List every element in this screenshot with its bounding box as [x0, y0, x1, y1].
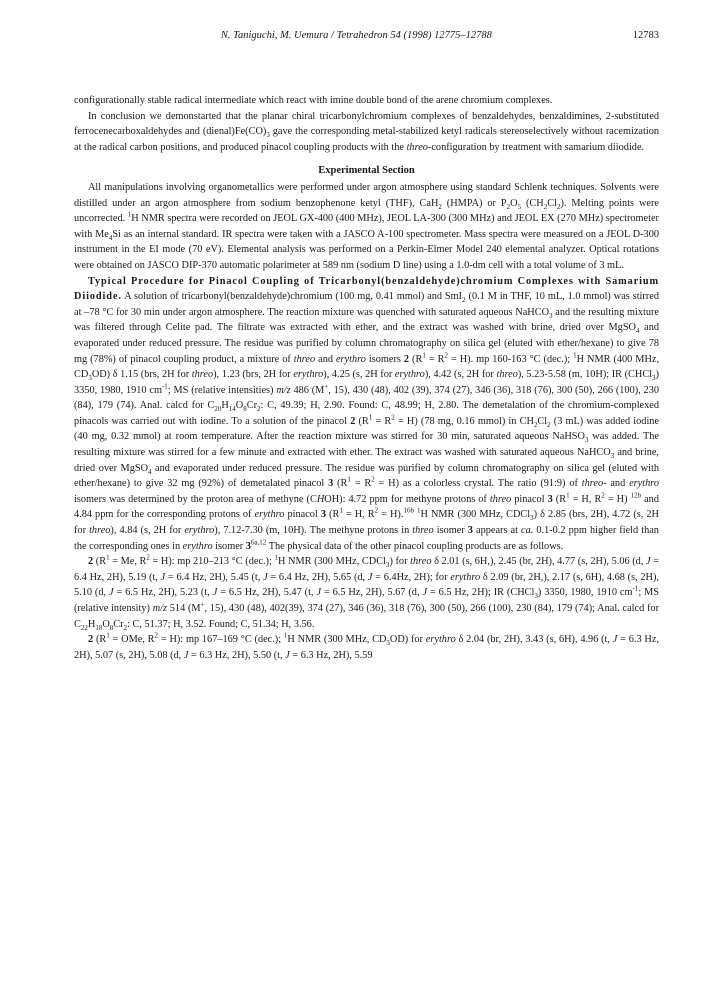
page-number: 12783: [632, 30, 659, 41]
page: [74, 30, 659, 663]
paragraph-conclusion: In conclusion we demonstarted that the planar chiral tricarbonylchromium complexes of benzaldehydes, benzaldimines, 2-substituted ferrocenecarboxaldehydes and $(dienal)Fe(CO)_3$ gave the corresponding metal-stabilized ketyl radicals stereoselectively without racemization at the radical carbon positions, and produced pinacol coupling products with the threo-configuration by treatment with samarium diiodide.: [74, 110, 660, 153]
running-title: N. Taniguchi, M. Uemura / Tetrahedron 54 (1998) 12775–12788: [220, 30, 492, 41]
paragraph-compound-me: 2 ($R^1 = Me$, $R^2 = H$): mp 210–213 °C (dec.); $^1$H NMR (300 MHz, CDCl$_3$) for threo δ 2.01 (s, 6H,), 2.45 (br, 2H), 4.77 (s, 2H), 5.06 (d, J = 6.4 Hz, 2H), 5.19 (t, J = 6.4 Hz, 2H), 5.45 (t, J = 6.4 Hz, 2H), 5.65 (d, J = 6.4Hz, 2H); for erythro δ 2.09 (br, 2H,), 2.17 (s, 6H), 4.68 (s, 2H), 5.10 (d, J = 6.5 Hz, 2H), 5.23 (t, J = 6.5 Hz, 2H), 5.47 (t, J = 6.5 Hz, 2H), 5.67 (d, J = 6.5 Hz, 2H); IR (CHCl$_3$) 3350, 1980, 1910 $cm^{-1}$; MS (relative intensity) m/z 514 (M+, 15), 430 (48), 402(39), 374 (27), 346 (36), 318 (76), 300 (50), 266 (100), 230 (84), 179 (74); Anal. calcd for $C_{22}H_{18}O_8Cr_2$: C, 51.37; H, 3.52. Found; C, 51.34; H, 3.56.: [74, 553, 660, 632]
paragraph: configurationally stable radical intermediate which react with imine double bond of the arene chromium complexes.: [74, 95, 553, 106]
paragraph-general: All manipulations involving organometallics were performed under argon atmosphere using standard Schlenk techniques. Solvents were distilled under an argon atmosphere from sodium benzophenone ketyl (THF), CaH$_2$ (HMPA) or $P_2O_5$ $(CH_2Cl_2)$. Melting points were uncorrected. $^1$H NMR spectra were recorded on JEOL GX-400 (400 MHz), JEOL LA-300 (300 MHz) and JEOL EX (270 MHz) spectrometer with $Me_4Si$ as an internal standard. IR spectra were taken with a JASCO A-100 spectrometer. Mass spectra were measured on a JEOL D-300 instrument in the EI mode (70 eV). Elemental analysis was performed on a Perkin-Elmer Model 240 elemental analyzer. Optical rotations were obtained on JASCO DIP-370 automatic polarimeter at 589 nm (sodium D line) using a 1.0-dm cell with a total volume of 3 mL.: [74, 181, 659, 271]
article-body: [74, 93, 659, 663]
section-title: Experimental Section: [318, 165, 415, 177]
paragraph-procedure: Typical Procedure for Pinacol Coupling of Tricarbonyl(benzaldehyde)chromium Complexes with Samarium Diiodide. A solution of tricarbonyl(benzaldehyde)chromium (100 mg, 0.41 mmol) and SmI$_2$ (0.1 M in THF, 10 mL, 1.0 mmol) was stirred at –78 °C for 30 min under argon atmosphere. The reaction mixture was quenched with saturated aqueous NaHCO$_3$ and the resulting mixture was filtered through Celite pad. The filtrate was extracted with ether, and the extract was washed with brine, dried over MgSO$_4$ and evaporated under reduced pressure. The residue was purified by column chromatography on silica gel (eluted with ether/hexane) to give 78 mg (78%) of pinacol coupling product, a mixture of threo and erythro isomers 2 $(R^1 = R^2 = H)$. mp 160-163 °C (dec.); $^1$H NMR (400 MHz, $CD_3OD$) δ 1.15 (brs, 2H for threo), 1.23 (brs, 2H for erythro), 4.25 (s, 2H for erythro), 4.42 (s, 2H for threo), 5.23-5.58 (m, 10H); IR (CHCl$_3$) 3350, 1980, 1910 $cm^{-1}$; MS (relative intensities) m/z 486 (M+, 15), 430 (48), 402 (39), 374 (27), 346 (36), 318 (76), 300 (50), 266 (100), 230 (84), 179 (74). Anal. calcd for $C_{20}H_{14}O_8Cr_2$: C, 49.39; H, 2.90. Found: C, 48.99; H, 2.80. The demetalation of the chromium-complexed pinacols was carried out with iodine. To a solution of the pinacol 2 $(R^1 = R^2 = H)$ (78 mg, 0.16 mmol) in $CH_2Cl_2$ (3 mL) was added iodine (40 mg, 0.32 mmol) at room temperature. After the reaction mixture was stirred for 30 min, saturated aqueous NaHSO$_3$ was added. The resulting mixture was stirred for a few minute and extracted with ether. The extract was washed with saturated aqueous NaHCO$_3$ and brine, dried over MgSO$_4$ and evaporated under reduced pressure. The residue was purified by column chromatography on silica gel (eluted with ether/hexane) to give 32 mg (92%) of demetalated pinacol 3 $(R^1 = R^2 = H)$ as a colorless crystal. The ratio (91:9) of threo- and erythro isomers was determined by the proton area of methyne (CHOH): 4.72 ppm for methyne protons of threo pinacol 3 ($R^1 = H$, $R^2 = H$) $^{12b}$ and 4.84 ppm for the corresponding protons of erythro pinacol 3 ($R^1 = H$, $R^2 = H).^{16b}$ $^1$H NMR (300 MHz, CDCl$_3$) δ 2.85 (brs, 2H), 4.72 (s, 2H for threo), 4.84 (s, 2H for erythro), 7.12-7.30 (m, 10H). The methyne protons in threo isomer 3 appears at ca. 0.1-0.2 ppm higher field than the corresponding ones in erythro isomer $3^{6a,12}$ The physical data of the other pinacol coupling products are as follows.: [74, 275, 660, 552]
paragraph-compound-ome: 2 ($R^1$ = OMe, $R^2 = H$): mp 167–169 °C (dec.); $^1$H NMR (300 MHz, $CD_3OD$) for erythro δ 2.04 (br, 2H), 3.43 (s, 6H), 4.96 (t, J = 6.3 Hz, 2H), 5.07 (s, 2H), 5.08 (d, J = 6.3 Hz, 2H), 5.50 (t, J = 6.3 Hz, 2H), 5.59: [74, 631, 660, 661]
running-head: [80, 30, 659, 41]
